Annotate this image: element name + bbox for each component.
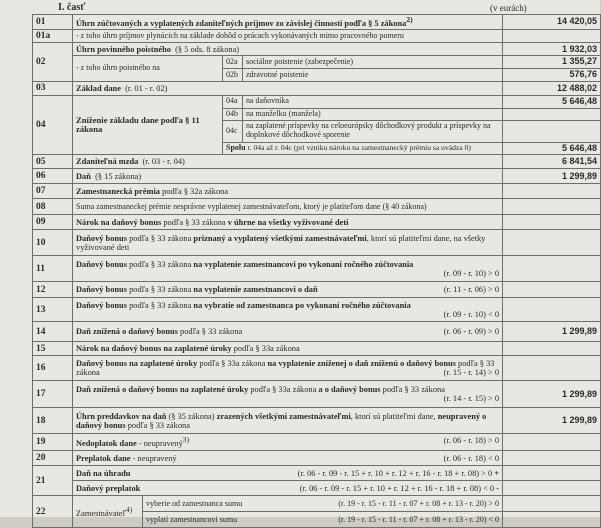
row-number: 05 [33,155,73,169]
row-label [73,322,503,342]
row-label-bold-3: neupravený o daňový bonus [76,411,487,430]
sublabel-text: vyberie od zamestnanca sumu [146,498,243,508]
row-condition: (r. 11 - r. 06) > 0 [443,285,500,295]
row-label [73,298,503,322]
amount-field[interactable]: 1 355,27 [503,56,601,69]
row-number: 18 [33,408,73,434]
row-label-note: (§ 35 zákona) [166,411,217,421]
row-label-bold: Daňový bonus na zaplatené úroky [76,359,198,369]
row-number: 04b [223,108,243,120]
amount-field[interactable] [503,451,601,466]
row-label-note: podľa § 33 zákona [161,217,228,227]
row-19 [33,434,601,451]
row-label: sociálne poistenie (zabezpečenie) [243,56,503,69]
row-label-note: podľa § 33 zákona [126,233,194,243]
row-05 [33,155,601,169]
row-10 [33,230,601,256]
row-label-bold: Daň na úhradu [76,468,131,478]
amount-field[interactable] [503,256,601,282]
row-number: 01 [33,15,73,30]
row-label-bold-2: na vybratie od zamestnanca po vykonaní ročného zúčtovania [193,300,411,310]
row-label [73,466,503,481]
form-header [0,0,600,14]
amount-field[interactable]: 1 299,89 [503,381,601,408]
amount-field[interactable] [503,282,601,298]
row-label-bold-2: zrazených všetkými zamestnávateľmi [216,411,351,421]
row-label-bold: Zdaniteľná mzda [76,157,139,167]
row-condition: (r. 09 - r. 10) < 0 [443,309,500,319]
row-label [223,142,503,155]
row-label-note: podľa § 32a zákona [162,186,229,196]
row-number: 07 [33,184,73,199]
row-label [73,43,503,56]
row-09 [33,215,601,230]
row-number: 04 [33,95,73,155]
row-label-bold: Daňový bonus [76,300,127,310]
row-label-note: podľa § 33a zákona [231,344,300,354]
row-number: 04c [223,120,243,142]
row-label-bold-2: priznaný a vyplatený všetkými zamestnávateľmi [193,233,367,243]
row-label: Suma zamestnaneckej prémie nesprávne vyplatenej zamestnávateľom, ktorý je platiteľom dane (§ 40 zákona) [73,199,503,215]
amount-field[interactable]: 1 299,89 [503,408,601,434]
row-condition: (r. 06 - r. 09 - r. 15 + r. 10 + r. 12 + r. 16 - r. 18 + r. 08) > 0 [297,468,493,478]
row-number: 09 [33,215,73,230]
row-number: 01a [33,30,73,43]
row-label-bold: Daňový bonus [76,259,127,269]
row-01a [33,30,601,43]
row-label [73,230,503,256]
row-17 [33,381,601,408]
sum-label-note: r. 04a až r. 04c (pri vzniku nároku na zamestnanecký prémiu sa uvádza 0) [247,143,471,153]
row-sublabel [143,496,503,512]
amount-field[interactable] [503,356,601,381]
row-16 [33,356,601,381]
row-number: 03 [33,82,73,95]
row-number: 15 [33,342,73,356]
row-label [73,481,503,496]
amount-field[interactable]: 12 488,02 [503,82,601,95]
row-label [73,256,503,282]
row-sublabel [143,512,503,528]
row-number: 20 [33,451,73,466]
amount-field[interactable] [503,215,601,230]
row-label [73,356,503,381]
row-label-text: Úhrn zúčtovaných a vyplatených zdaniteľných príjmov zo závislej činnosti podľa § 5 zákona [76,18,407,28]
row-condition: (r. 06 - r. 09) > 0 [443,327,500,337]
amount-field[interactable] [503,120,601,142]
footnote-mark: 2) [406,15,413,24]
row-label: na daňovníka [243,95,503,108]
amount-field[interactable] [503,230,601,256]
row-label-note: podľa § 33 zákona [126,259,194,269]
row-number: 22 [33,496,73,528]
amount-field[interactable]: 14 420,05 [503,15,601,30]
row-label [73,381,503,408]
row-number: 21 [33,466,73,496]
amount-field[interactable] [503,298,601,322]
row-04a [33,95,601,108]
sign-minus: - [496,483,500,493]
row-number: 12 [33,282,73,298]
row-label-bold-2: na vyplatenie zamestnancovi o daň [193,285,318,295]
sum-label-bold: Spolu [226,143,246,153]
row-06 [33,169,601,184]
row-13 [33,298,601,322]
row-08 [33,199,601,215]
amount-field[interactable]: 1 299,89 [503,169,601,184]
row-label-bold: Nárok na daňový bonus na zaplatené úroky [76,344,232,354]
row-condition: (r. 06 - r. 18) > 0 [443,436,500,446]
row-condition: (r. 15 - r. 14) > 0 [443,368,500,378]
row-03 [33,82,601,95]
row-number: 08 [33,199,73,215]
row-label [73,434,503,451]
sub-label: - z toho úhrn poistného na [73,56,223,82]
row-label-note: - neupravený [136,439,183,449]
row-label-bold: Preplatok dane [76,453,131,463]
row-number: 06 [33,169,73,184]
amount-field[interactable] [503,342,601,356]
row-number: 02a [223,56,243,69]
amount-field[interactable] [503,108,601,120]
row-condition: (r. 19 - r. 15 - r. 11 - r. 07 + r. 08 + r. 13 - r. 20) > 0 [338,498,500,508]
row-number: 04a [223,95,243,108]
row-02a [33,56,601,69]
row-label-note: podľa § 33 zákona [126,285,194,295]
row-01 [33,15,601,30]
amount-field[interactable] [503,496,601,512]
amount-field[interactable]: 6 841,54 [503,155,601,169]
row-label-note: - neupravený [130,453,177,463]
row-label [73,496,143,528]
row-label-bold-2: na vyplatenie zníženej o daň zníženú o daňový bonus [267,359,456,369]
row-number: 13 [33,298,73,322]
row-label-note: podľa § 33 zákona [126,300,194,310]
row-label: - z toho úhrn príjmov plynúcich na základe dohôd o prácach vykonávaných mimo pracovného pomeru [73,30,503,43]
row-label-note-3: podľa § 33 zákona [125,420,190,430]
row-label [73,169,503,184]
row-label-bold-2: v úhrne na všetky vyživované deti [227,217,349,227]
row-label [73,15,503,30]
amount-field[interactable]: 1 299,89 [503,322,601,342]
row-label [73,184,503,199]
row-condition: (r. 09 - r. 10) > 0 [443,268,500,278]
row-label-bold: Úhrn povinného poistného [76,44,171,54]
amount-field[interactable] [503,434,601,451]
row-number: 14 [33,322,73,342]
row-number: 16 [33,356,73,381]
row-label-bold: Daňový bonus [76,285,127,295]
row-14 [33,322,601,342]
row-label-bold: Základ dane [76,83,121,93]
row-label [73,408,503,434]
amount-field[interactable]: 5 646,48 [503,95,601,108]
row-number: 02 [33,43,73,82]
row-label-note: (r. 03 - r. 04) [142,157,185,167]
row-label-note: (§ 5 ods. 8 zákona) [175,44,240,54]
row-label-note: (§ 15 zákona) [95,171,142,181]
row-label-bold-2: a o daňový bonus [318,385,381,395]
row-20 [33,451,601,466]
row-condition-group [298,469,499,478]
row-number: 11 [33,256,73,282]
row-label [73,282,503,298]
row-label-bold: Nedoplatok dane [76,439,137,449]
row-number: 17 [33,381,73,408]
row-condition: (r. 19 - r. 15 - r. 11 - r. 07 + r. 08 + r. 13 - r. 20) < 0 [338,514,500,524]
row-label-note: podľa § 33a zákona [248,385,319,395]
amount-field[interactable]: 576,76 [503,69,601,82]
row-label-bold: Úhrn preddavkov na daň [76,411,167,421]
row-number: 10 [33,230,73,256]
row-number: 19 [33,434,73,451]
row-condition: (r. 06 - r. 09 - r. 15 + r. 10 + r. 12 + r. 16 - r. 18 + r. 08) < 0 [299,483,495,493]
row-02 [33,43,601,56]
row-label [73,155,503,169]
row-label-text: Zamestnávateľ [76,508,126,518]
row-label-bold: Nárok na daňový bonus [76,217,162,227]
row-label-note: podľa § 33 zákona [177,327,243,337]
row-condition: (r. 14 - r. 15) > 0 [443,394,500,404]
row-condition: (r. 06 - r. 18) < 0 [443,453,500,463]
sign-plus: + [494,468,500,478]
annual-settlement-table [32,14,601,528]
row-number: 02b [223,69,243,82]
row-label-note-2: , ktorí sú platiteľmi dane, [350,411,438,421]
row-label-bold: Daň znížená o daňový bonus na zaplatené úroky [76,385,249,395]
row-label-bold-2: na vyplatenie zamestnancovi po vykonaní ročného zúčtovania [193,259,414,269]
sublabel-text: vyplatí zamestnancovi sumu [146,514,238,524]
row-label: zdravotné poistenie [243,69,503,82]
row-label [73,342,503,356]
row-label-note-2: , ktorí sú platiteľmi dane, na všetky vyživované deti [76,233,486,252]
row-11 [33,256,601,282]
row-21a [33,466,601,481]
row-label-bold: Daň [76,171,91,181]
row-label-note-2: podľa § 33 zákona [76,359,495,378]
row-07 [33,184,601,199]
amount-field[interactable] [503,184,601,199]
row-21b [33,481,601,496]
row-label: Zníženie základu dane podľa § 11 zákona [73,95,223,155]
row-label-bold: Daň znížená o daňový bonus [76,327,178,337]
amount-field[interactable]: 5 646,48 [503,142,601,155]
row-label-bold: Zamestnanecká prémia [76,186,160,196]
row-label-note: podľa § 33a zákona [197,359,268,369]
row-label: na manželku (manžela) [243,108,503,120]
row-condition-group [300,484,499,493]
row-label-bold: Daňový preplatok [76,483,141,493]
amount-field[interactable] [503,199,601,215]
part-title: I. časť [58,2,86,13]
currency-unit: (v eurách) [490,3,527,13]
row-label [73,82,503,95]
row-12 [33,282,601,298]
amount-field[interactable] [503,481,601,496]
row-label-note-2: podľa § 33 zákona [380,385,445,395]
amount-field[interactable]: 1 932,03 [503,43,601,56]
row-22a [33,496,601,512]
amount-field[interactable] [503,512,601,528]
amount-field[interactable] [503,30,601,43]
row-label-bold: Daňový bonus [76,233,127,243]
row-label: na zaplatené príspevky na celoeurópsky dôchodkový produkt a príspevky na doplnkové dôchodkové sporenie [243,120,503,142]
footnote-mark: 4) [125,504,133,514]
row-18 [33,408,601,434]
row-label [73,451,503,466]
row-label [73,215,503,230]
amount-field[interactable] [503,466,601,481]
row-15 [33,342,601,356]
row-label-note: (r. 01 - r. 02) [125,83,168,93]
footnote-mark: 3) [182,435,190,445]
